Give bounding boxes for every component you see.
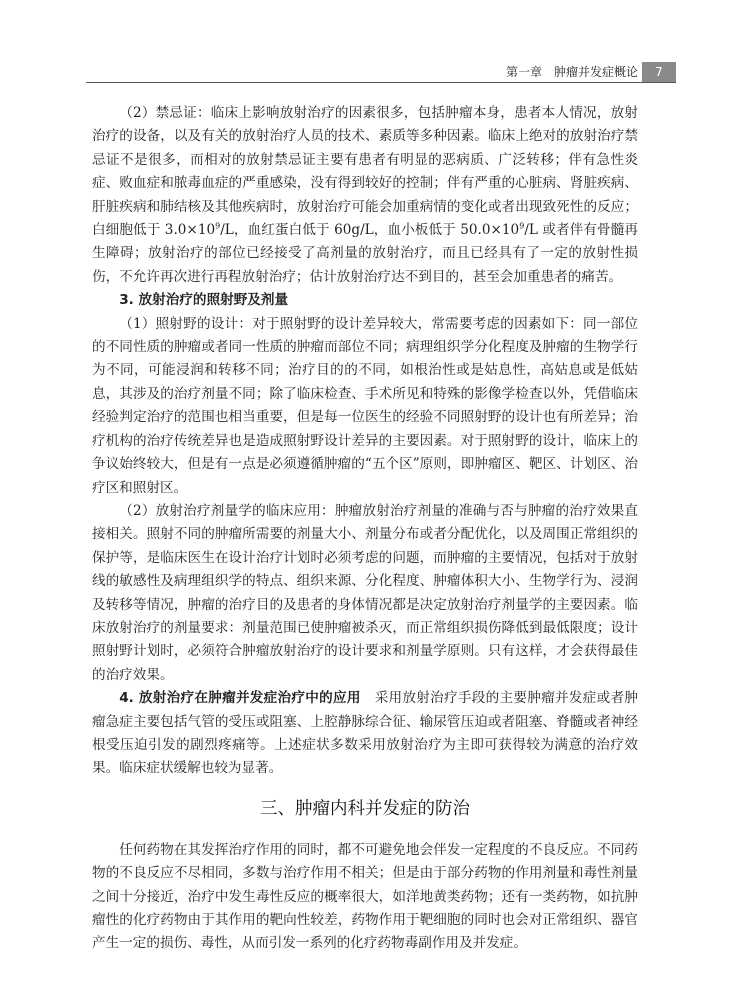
subheading-4-text: 4. 放射治疗在肿瘤并发症治疗中的应用 [119, 690, 361, 707]
contraindication-text-2: /L，血红蛋白低于 60g/L，血小板低于 50.0×10 [220, 222, 520, 239]
paragraph-drug-adverse-reactions: 任何药物在其发挥治疗作用的同时，都不可避免地会伴发一定程度的不良反应。不同药物的不良反应不尽相同，多数与治疗作用不相关；但是由于部分药物的作用剂量和毒性剂量之间十分接近，治疗中发生毒性反应的概率很大，如洋地黄类药物；还有一类药物，如抗肿瘤性的化疗药物由于其作用的靶向性较差，药物作用于靶细胞的同时也会对正常组织、器官产生一定的损伤、毒性，从而引发一系列的化疗药物毒副作用及并发症。 [92, 841, 638, 952]
exponent-2: 9 [519, 221, 525, 231]
paragraph-contraindication [92, 102, 638, 289]
application-text: 采用放射治疗手段的主要肿瘤并发症或者肿瘤急症主要包括气管的受压或阻塞、上腔静脉综合征、输尿管压迫或者阻塞、脊髓或者神经根受压迫引发的剧烈疼痛等。上述症状多数采用放射治疗为主即可获得较为满意的治疗效果。临床症状缓解也较为显著。 [92, 690, 639, 777]
paragraph-application [92, 687, 638, 781]
page-number: 7 [642, 62, 676, 82]
running-header [86, 62, 676, 84]
page-body [92, 102, 638, 956]
contraindication-text-3: /L 或者伴有骨髓再生障碍；放射治疗的部位已经接受了高剂量的放射治疗，而且已经具有了一定的放射性损伤，不允许再次进行再程放射治疗；估计放射治疗达不到目的，甚至会加重患者的痛苦。 [92, 222, 638, 285]
header-rule [86, 82, 676, 83]
chapter-title: 第一章 肿瘤并发症概论 [505, 65, 638, 79]
subheading-3-text: 3. 放射治疗的照射野及剂量 [119, 292, 289, 309]
section-title: 三、肿瘤内科并发症的防治 [260, 798, 470, 819]
paragraph-field-design: （1）照射野的设计：对于照射野的设计差异较大，常需要考虑的因素如下：同一部位的不同性质的肿瘤或者同一性质的肿瘤而部位不同；病理组织学分化程度及肿瘤的生物学行为不同，可能浸润和转移不同；治疗目的的不同，如根治性或是姑息性，高姑息或是低姑息，其涉及的治疗剂量不同；除了临床检查、手术所见和特殊的影像学检查以外，凭借临床经验判定治疗的范围也相当重要，但是每一位医生的经验不同照射野的设计也有所差异；治疗机构的治疗传统差异也是造成照射野设计差异的主要因素。对于照射野的设计，临床上的争议始终较大，但是有一点是必须遵循肿瘤的“五个区”原则，即肿瘤区、靶区、计划区、治疗区和照射区。 [92, 315, 638, 496]
exponent-1: 9 [215, 221, 221, 231]
paragraph-dosimetry: （2）放射治疗剂量学的临床应用：肿瘤放射治疗剂量的准确与否与肿瘤的治疗效果直接相关。照射不同的肿瘤所需要的剂量大小、剂量分布或者分配优化，以及周围正常组织的保护等，是临床医生在设计治疗计划时必须考虑的问题，而肿瘤的主要情况，包括对于放射线的敏感性及病理组织学的特点、组织来源、分化程度、肿瘤体积大小、生物学行为、浸润及转移等情况，肿瘤的治疗目的及患者的身体情况都是决定放射治疗剂量学的主要因素。临床放射治疗的剂量要求：剂量范围已使肿瘤被杀灭，而正常组织损伤降低到最低限度；设计照射野计划时，必须符合肿瘤放射治疗的设计要求和剂量学原则。只有这样，才会获得最佳的治疗效果。 [92, 502, 638, 683]
contraindication-text-1: （2）禁忌证：临床上影响放射治疗的因素很多，包括肿瘤本身，患者本人情况，放射治疗的设备，以及有关的放射治疗人员的技术、素质等多种因素。临床上绝对的放射治疗禁忌证不是很多，而相对的放射禁忌证主要有患者有明显的恶病质、广泛转移；伴有急性炎症、败血症和脓毒血症的严重感染，没有得到较好的控制；伴有严重的心脏病、肾脏疾病、肝脏疾病和肺结核及其他疾病时，放射治疗可能会加重病情的变化或者出现致死性的反应；白细胞低于 3.0×10 [92, 105, 638, 239]
subheading-radiation-field [92, 289, 638, 312]
